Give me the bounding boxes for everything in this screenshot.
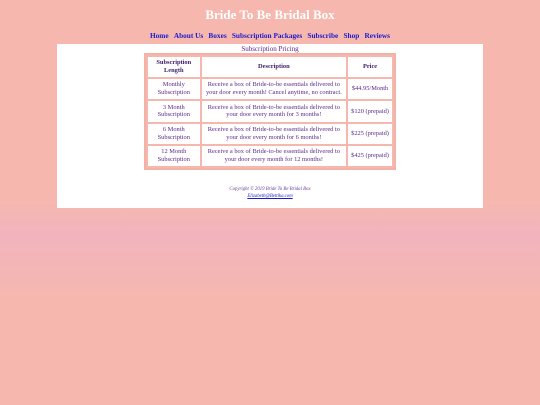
subscription-length-cell: Monthly Subscription [148, 79, 200, 99]
description-cell: Receive a box of Bride-to-be essentials delivered to your door every month for 3 months! [202, 101, 347, 121]
site-title: Bride To Be Bridal Box [205, 7, 335, 22]
nav-boxes-link[interactable]: Boxes [208, 31, 227, 40]
column-header-length: Subscription Length [148, 57, 200, 77]
subscription-length-cell: 3 Month Subscription [148, 101, 200, 121]
subscription-length-cell: 12 Month Subscription [148, 146, 200, 166]
nav-subscription-packages-link[interactable]: Subscription Packages [231, 31, 303, 40]
description-cell: Receive a box of Bride-to-be essentials delivered to your door every month! Cancel anytime, no contract. [202, 79, 347, 99]
nav-shop-link[interactable]: Shop [343, 31, 360, 40]
table-header-row [148, 57, 392, 77]
price-cell: $425 (prepaid) [348, 146, 392, 166]
pricing-table [144, 53, 396, 170]
footer [57, 187, 483, 200]
subscription-length-cell: 6 Month Subscription [148, 124, 200, 144]
column-header-description: Description [202, 57, 347, 77]
main-nav [0, 31, 540, 41]
nav-subscribe-link[interactable]: Subscribe [307, 31, 339, 40]
nav-reviews-link[interactable]: Reviews [364, 31, 391, 40]
description-cell: Receive a box of Bride-to-be essentials delivered to your door every month for 6 months! [202, 124, 347, 144]
copyright-text: Copyright © 2019 Bride To Be Bridal Box [229, 187, 311, 192]
nav-about-us-link[interactable]: About Us [173, 31, 204, 40]
table-row [148, 101, 392, 121]
nav-home-link[interactable]: Home [149, 31, 169, 40]
table-row [148, 124, 392, 144]
email-link[interactable]: Elizabeth@Bettika.com [247, 193, 293, 199]
table-row [148, 79, 392, 99]
price-cell: $225 (prepaid) [348, 124, 392, 144]
description-cell: Receive a box of Bride-to-be essentials delivered to your door every month for 12 months! [202, 146, 347, 166]
price-cell: $44.95/Month [348, 79, 392, 99]
column-header-price: Price [348, 57, 392, 77]
table-row [148, 146, 392, 166]
price-cell: $120 (prepaid) [348, 101, 392, 121]
content-panel [57, 44, 483, 208]
pricing-caption: Subscription Pricing [241, 45, 299, 53]
